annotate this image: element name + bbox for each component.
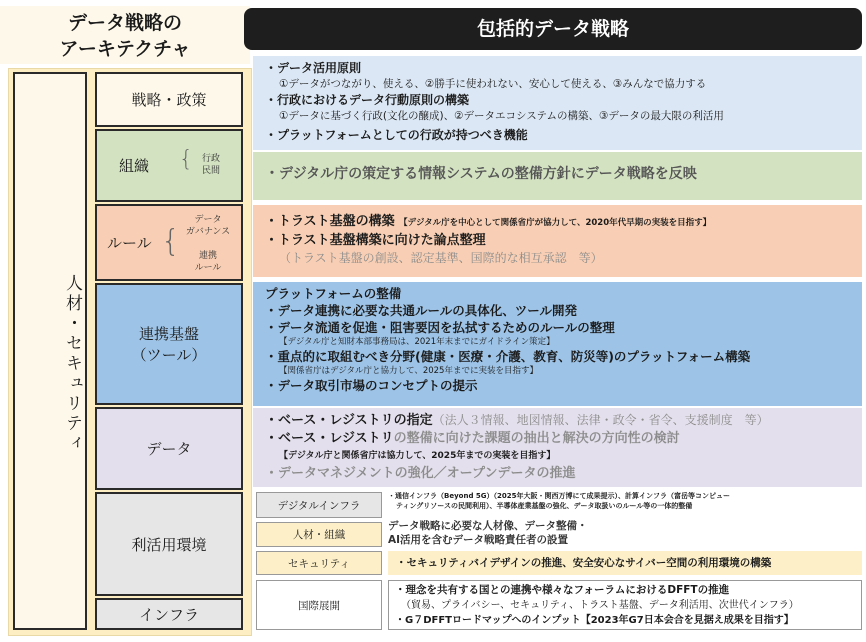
layer-riyou-label: 利活用環境 <box>131 535 207 554</box>
strategy-line: ①データがつながり、使える、②勝手に使われない、安心して使える、③みんなで協力する <box>279 78 707 90</box>
layer-riyou <box>95 492 243 596</box>
layer-renkei-label <box>97 323 241 365</box>
layer-rule-label: ルール <box>107 234 152 252</box>
rule-line-1-text: ・トラスト基盤の構築 <box>265 214 395 229</box>
data-line-3: 【デジタル庁と関係省庁は協力して、2025年までの実装を目指す】 <box>279 451 556 461</box>
strategy-band <box>253 56 862 150</box>
bracket-icon: { <box>179 147 193 172</box>
data-line-2-detail: の整備に向けた課題の抽出と解決の方向性の検討 <box>393 431 680 446</box>
architecture-title <box>0 6 250 64</box>
sub-label-jinzai: 人材・組織 <box>256 522 382 547</box>
strategy-line: ①データに基づく行政(文化の醸成)、②データエコシステムの構築、③データの最大限の利活用 <box>279 110 724 122</box>
layer-senryaku-label: 戦略・政策 <box>131 91 207 109</box>
soshiki-sub-minkan: 民間 <box>201 166 220 176</box>
layer-rule <box>95 204 243 281</box>
data-line-2 <box>265 430 850 448</box>
layer-renkei <box>95 283 243 405</box>
side-label-box <box>13 72 87 630</box>
layer-soshiki <box>95 129 243 202</box>
sub-desc-line: ・セキュリティバイデザインの推進、安全安心なサイバー空間の利用環境の構築 <box>396 557 772 569</box>
rule-sub-governance <box>181 214 235 238</box>
sub-desc-line: ティングリソースの民間利用）、半導体産業基盤の強化、データ取扱いのルール等の一体的整備 <box>396 502 693 510</box>
strategy-line: ・データ活用原則 <box>265 61 362 75</box>
data-line-1 <box>265 411 850 430</box>
sub-desc-line: ・理念を共有する国との連携や様々なフォーラムにおけるDFFTの推進 <box>395 584 730 596</box>
data-band <box>253 408 862 487</box>
org-line: ・デジタル庁の策定する情報システムの整備方針にデータ戦略を反映 <box>265 166 697 182</box>
rule-sub-renkei-line1: 連携 <box>198 251 217 261</box>
soshiki-sub-labels <box>195 153 227 177</box>
strategy-line: ・プラットフォームとしての行政が持つべき機能 <box>265 128 528 142</box>
rule-line-3: （トラスト基盤の創設、認定基準、国際的な相互承認 等） <box>279 251 603 265</box>
strategy-line: ・行政におけるデータ行動原則の構築 <box>265 93 470 107</box>
sub-desc-line: AI活用を含むデータ戦略責任者の設置 <box>388 534 569 546</box>
layer-renkei-line1: 連携基盤 <box>138 325 199 343</box>
data-line-1-detail: （法人３情報、地図情報、法律・政令・省令、支援制度 等） <box>432 413 769 427</box>
main-title: 包括的データ戦略 <box>244 8 862 50</box>
layer-data-label: データ <box>146 440 192 458</box>
rule-line-1 <box>265 213 850 232</box>
sub-desc-international <box>388 580 862 630</box>
platform-line: ・データ連携に必要な共通ルールの具体化、ツール開発 <box>265 303 578 318</box>
architecture-title-line2: アーキテクチャ <box>59 38 191 60</box>
layer-senryaku <box>95 72 243 127</box>
platform-line: ・データ流通を促進・阻害要因を払拭するためのルールの整理 <box>265 320 615 335</box>
rule-line-2: ・トラスト基盤構築に向けた論点整理 <box>265 233 486 248</box>
rule-line-1-note: 【デジタル庁を中心として関係省庁が協力して、2020年代早期の実装を目指す】 <box>399 218 712 228</box>
rule-sub-renkei <box>181 250 235 274</box>
bracket-icon: { <box>161 224 181 259</box>
data-line-4: ・データマネジメントの強化／オープンデータの推進 <box>265 466 576 481</box>
rule-band <box>253 205 862 277</box>
sub-label-security: セキュリティ <box>256 551 382 575</box>
layer-data <box>95 407 243 490</box>
platform-line: ・データ取引市場のコンセプトの提示 <box>265 378 478 393</box>
sub-desc-security <box>388 551 862 575</box>
sub-desc-jinzai <box>388 519 862 549</box>
data-line-2-text: ・ベース・レジストリ <box>265 431 394 446</box>
platform-line: プラットフォームの整備 <box>265 286 402 301</box>
layer-infra-label: インフラ <box>138 605 199 624</box>
sub-label-digital-infra: デジタルインフラ <box>256 492 382 518</box>
rule-sub-renkei-line2: ルール <box>194 263 222 273</box>
sub-desc-digital-infra <box>388 491 862 519</box>
layer-infra <box>95 598 243 630</box>
platform-line: ・重点的に取組むべき分野(健康・医療・介護、教育、防災等)のプラットフォーム構築 <box>265 349 751 364</box>
sub-desc-line: ・通信インフラ（Beyond 5G）（2025年大阪・関西万博にて成果提示）、計算インフラ（富岳等コンピュー <box>388 492 730 500</box>
layer-soshiki-label: 組織 <box>119 157 150 175</box>
soshiki-sub-gyosei: 行政 <box>201 154 220 164</box>
platform-band <box>253 282 862 406</box>
sub-desc-line: データ戦略に必要な人材像、データ整備・ <box>388 520 588 532</box>
rule-sub-governance-line2: ガバナンス <box>185 227 231 237</box>
sub-desc-line: （貿易、プライバシー、セキュリティ、トラスト基盤、データ利活用、次世代インフラ） <box>401 600 799 611</box>
sub-desc-line: ・G７DFFTロードマップへのインプット【2023年G7日本会合を見据え成果を目指す】 <box>395 615 794 626</box>
rule-sub-governance-line1: データ <box>194 215 222 225</box>
layer-renkei-line2: （ツール） <box>131 346 207 364</box>
side-label: 人材・セキュリティ <box>62 274 82 454</box>
org-band <box>253 152 862 200</box>
sub-label-international: 国際展開 <box>256 580 382 630</box>
platform-line: 【デジタル庁と知財本部事務局は、2021年末までにガイドライン策定】 <box>279 337 555 347</box>
data-line-1-text: ・ベース・レジストリの指定 <box>265 413 433 428</box>
platform-line: 【関係省庁はデジタル庁と協力して、2025年までに実装を目指す】 <box>279 366 538 376</box>
architecture-title-line1: データ戦略の <box>67 12 182 34</box>
